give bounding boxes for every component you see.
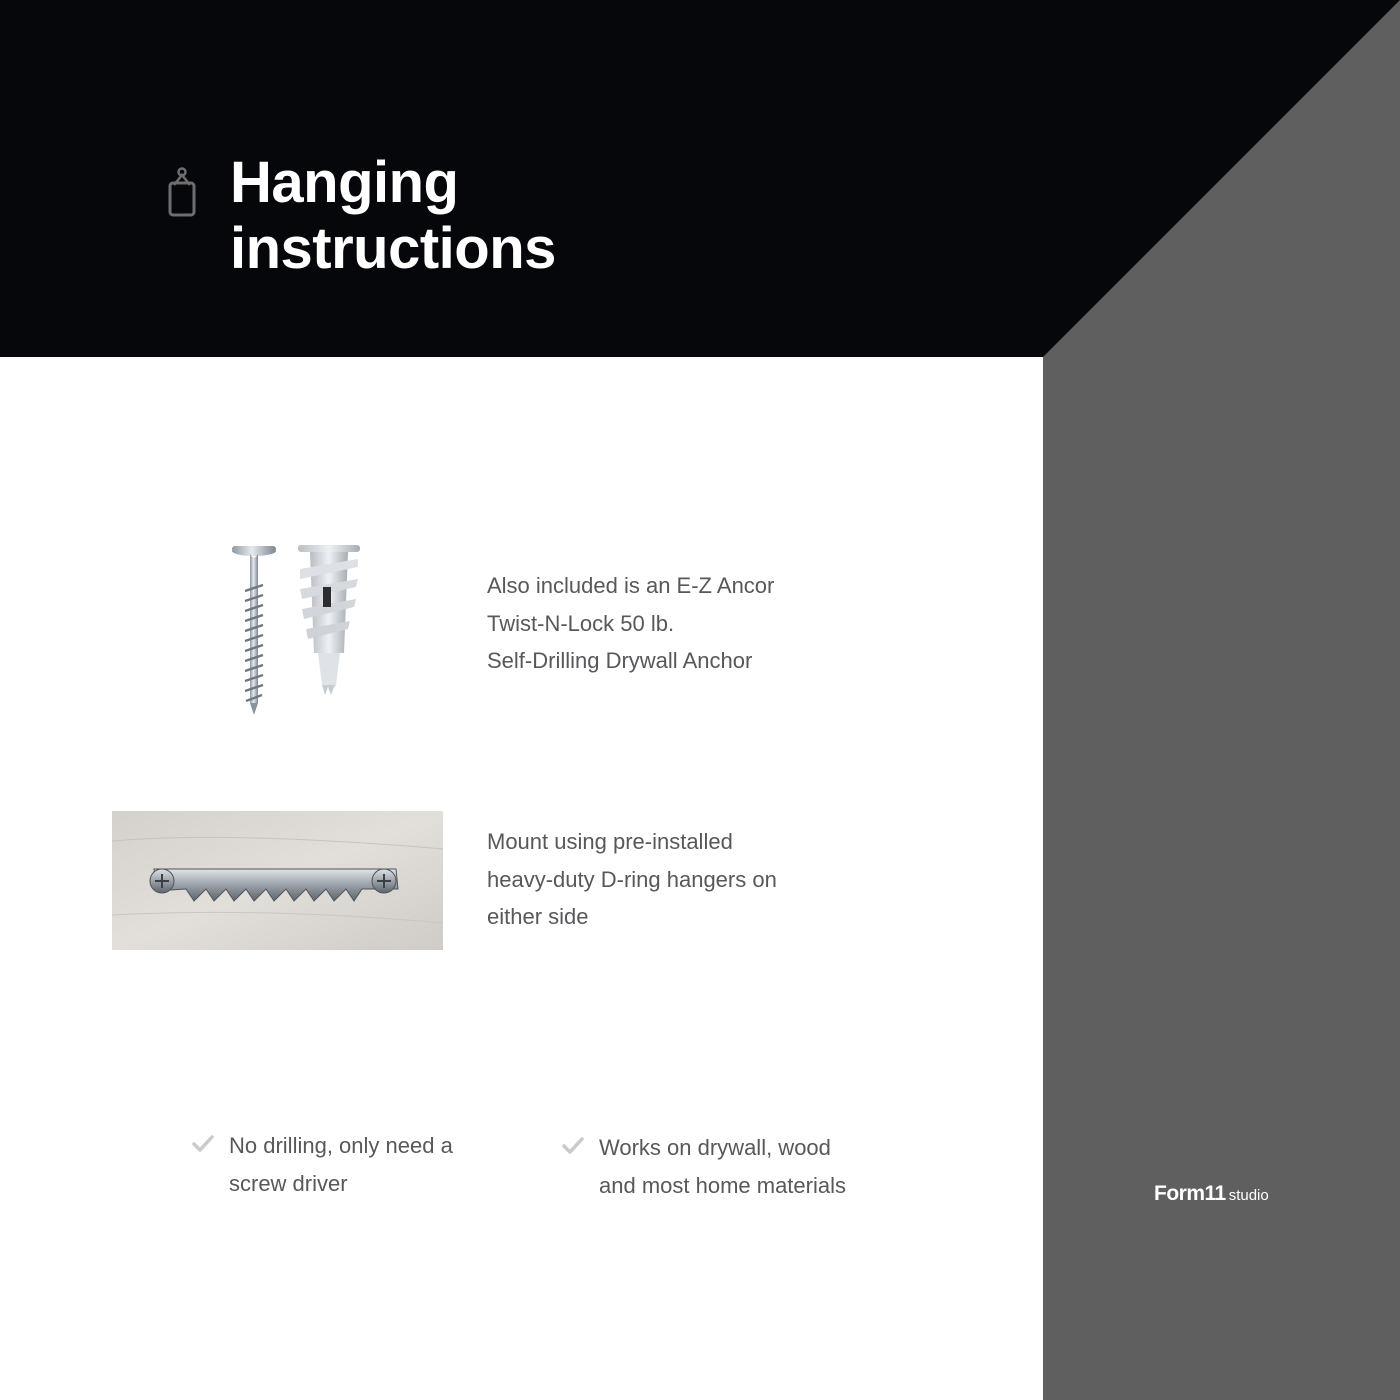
anchor-line: Twist-N-Lock 50 lb. bbox=[487, 610, 675, 636]
brand-name: Form11 bbox=[1154, 1182, 1226, 1205]
bullet-text bbox=[229, 1127, 453, 1202]
anchor-line: Also included is an E-Z Ancor bbox=[487, 573, 775, 598]
anchor-line: Self-Drilling Drywall Anchor bbox=[487, 648, 753, 673]
hanging-frame-icon bbox=[166, 163, 198, 221]
title-line-2: instructions bbox=[230, 216, 556, 281]
hanger-line: Mount using pre-installed bbox=[487, 829, 733, 854]
hanger-line: heavy-duty D-ring hangers on bbox=[487, 866, 777, 892]
bullet-line: screw driver bbox=[229, 1170, 348, 1196]
anchor-description bbox=[487, 567, 774, 680]
hanger-line: either side bbox=[487, 904, 589, 929]
page-title bbox=[230, 150, 556, 282]
screw-and-anchor-photo bbox=[210, 535, 390, 720]
bullet-line: Works on drywall, wood bbox=[599, 1135, 831, 1160]
hanger-description bbox=[487, 823, 777, 936]
title-line-1: Hanging bbox=[230, 150, 459, 215]
bullet-line: No drilling, only need a bbox=[229, 1133, 453, 1158]
bullet-line: and most home materials bbox=[599, 1172, 846, 1198]
brand-suffix: studio bbox=[1228, 1187, 1269, 1204]
sawtooth-hanger-photo bbox=[112, 811, 443, 950]
check-icon bbox=[562, 1137, 584, 1155]
brand-logo bbox=[1154, 1182, 1269, 1206]
check-icon bbox=[192, 1135, 214, 1153]
bullet-text bbox=[599, 1129, 846, 1204]
